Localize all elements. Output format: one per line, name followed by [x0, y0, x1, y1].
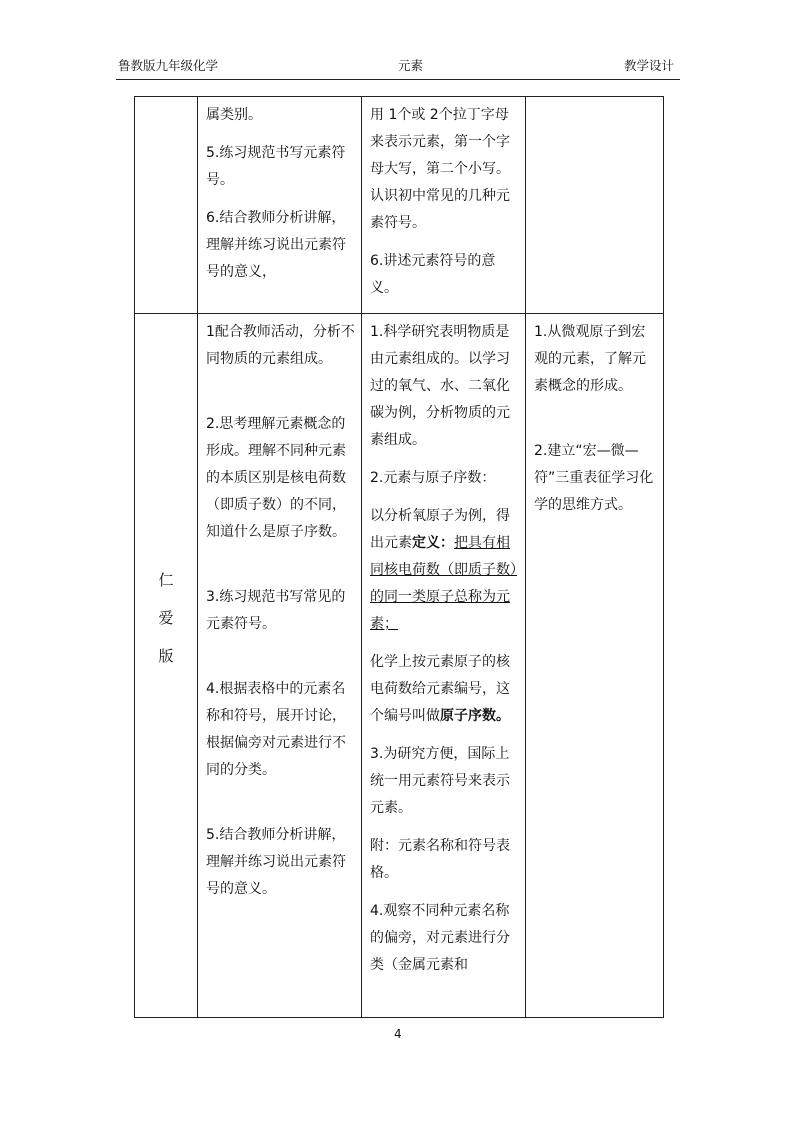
- design-intent-cell-empty: [526, 97, 664, 314]
- teacher-activity-text: 1.科学研究表明物质是由元素组成的。以学习过的氧气、水、二氧化碳为例，分析物质的元素组成。: [370, 324, 510, 448]
- teacher-activity-text: 2.元素与原子序数：: [370, 470, 496, 486]
- teacher-activity-text: 用 1个或 2个拉丁字母来表示元素，第一个字母大写，第二个小写。认识初中常见的几种元素符号。: [370, 107, 510, 231]
- teacher-activity-cell: [362, 314, 526, 1018]
- design-intent-text: 2.建立“宏—微—符”三重表征学习化学的思维方式。: [534, 443, 654, 513]
- teacher-activity-text: 4.观察不同种元素名称的偏旁，对元素进行分类（金属元素和: [370, 903, 510, 973]
- teacher-activity-text: 6.讲述元素符号的意义。: [370, 253, 496, 296]
- definition-lead: 以分析氧原子为例，得出元素: [370, 508, 510, 551]
- version-cell-empty: [135, 97, 198, 314]
- version-label-char: 版: [158, 647, 174, 665]
- version-label-char: 爱: [158, 609, 174, 627]
- teacher-activity-text: 3.为研究方便，国际上统一用元素符号来表示元素。: [370, 746, 510, 816]
- student-activity-text: 属类别。: [206, 107, 262, 123]
- student-activity-text: 2.思考理解元素概念的形成。理解不同种元素的本质区别是核电荷数（即质子数）的不同，知道什么是原子序数。: [206, 416, 346, 540]
- student-activity-text: 5.结合教师分析讲解，理解并练习说出元素符号的意义。: [206, 827, 346, 897]
- lesson-plan-table: [134, 96, 664, 1018]
- student-activity-text: 5.练习规范书写元素符号。: [206, 145, 346, 188]
- version-label-char: 仁: [158, 571, 174, 589]
- definition-colon: ：: [440, 535, 454, 551]
- header-title: 元素: [398, 58, 424, 73]
- table-row-renai: [135, 314, 664, 1018]
- atomic-number-period: 。: [496, 708, 510, 724]
- atomic-number-term: 原子序数: [440, 708, 496, 724]
- table-row-continued: [135, 97, 664, 314]
- page-number: 4: [394, 1027, 402, 1041]
- teacher-activity-cell: [362, 97, 526, 314]
- student-activity-cell: [198, 314, 362, 1018]
- version-label-cell: [135, 314, 198, 1018]
- header-left-text: 鲁教版九年级化学: [118, 58, 219, 73]
- design-intent-cell: [526, 314, 664, 1018]
- design-intent-text: 1.从微观原子到宏观的元素，了解元素概念的形成。: [534, 324, 646, 394]
- teacher-activity-text: 附：元素名称和符号表格。: [370, 838, 510, 881]
- header-right-text: 教学设计: [624, 58, 675, 73]
- teacher-activity-definition: [370, 503, 519, 638]
- student-activity-text: 1配合教师活动，分析不同物质的元素组成。: [206, 324, 355, 367]
- definition-term: 定义: [412, 535, 440, 551]
- teacher-activity-text: [370, 649, 519, 730]
- student-activity-cell: [198, 97, 362, 314]
- definition-text: 把具有相同核电荷数（即质子数）的同一类原子总称为元素；: [370, 535, 517, 632]
- student-activity-text: 4.根据表格中的元素名称和符号，展开讨论，根据偏旁对元素进行不同的分类。: [206, 681, 346, 778]
- student-activity-text: 3.练习规范书写常见的元素符号。: [206, 589, 346, 632]
- atomic-number-lead: 化学上按元素原子的核电荷数给元素编号，这个编号叫做: [370, 654, 510, 724]
- header-divider: [116, 79, 680, 80]
- student-activity-text: 6.结合教师分析讲解，理解并练习说出元素符号的意义，: [206, 210, 346, 280]
